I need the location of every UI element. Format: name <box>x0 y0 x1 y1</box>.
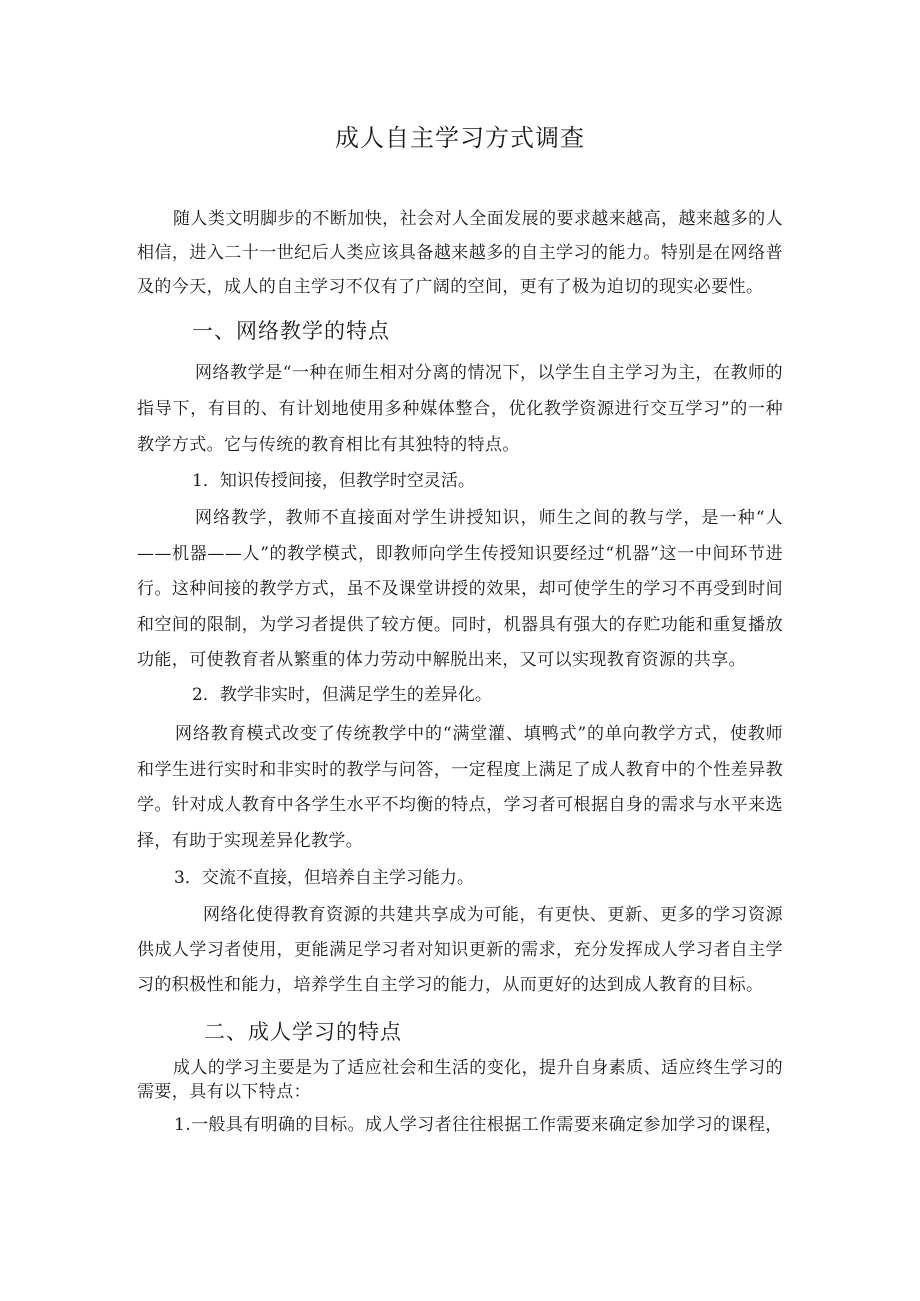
section1-heading: 一、网络教学的特点 <box>192 319 390 343</box>
section1-item2-body: 网络教育模式改变了传统教学中的“满堂灌、填鸭式”的单向教学方式，使教师和学生进行实时和非实时的教学与问答，一定程度上满足了成人教育中的个性差异教学。针对成人教育中各学生水平不均衡的特点，学习者可根据自身的需求与水平来选择，有助于实现差异化教学。 <box>137 724 783 851</box>
section1-item3-body: 网络化使得教育资源的共建共享成为可能，有更快、更新、更多的学习资源供成人学习者使用，更能满足学习者对知识更新的需求，充分发挥成人学习者自主学习的积极性和能力，培养学生自主学习的能力，从而更好的达到成人教育的目标。 <box>137 905 783 995</box>
section2-intro-paragraph: 成人的学习主要是为了适应社会和生活的变化，提升自身素质、适应终生学习的需要，具有以下特点： <box>137 1058 783 1102</box>
section1-item3-title: 3．交流不直接，但培养自主学习能力。 <box>174 868 474 888</box>
section1-item1-title: 1．知识传授间接，但教学时空灵活。 <box>192 471 475 491</box>
section2-item1: 1.一般具有明确的目标。成人学习者往往根据工作需要来确定参加学习的课程， <box>174 1115 783 1135</box>
section2-heading: 二、成人学习的特点 <box>204 1020 402 1044</box>
section1-intro-paragraph: 网络教学是“一种在师生相对分离的情况下，以学生自主学习为主，在教师的指导下，有目的、有计划地使用多种媒体整合，优化教学资源进行交互学习”的一种教学方式。它与传统的教育相比有其独特的特点。 <box>137 363 783 455</box>
section1-item2-title: 2．教学非实时，但满足学生的差异化。 <box>192 685 492 705</box>
section1-item1-body: 网络教学，教师不直接面对学生讲授知识，师生之间的教与学，是一种“人——机器——人”的教学模式，即教师向学生传授知识要经过“机器”这一中间环节进行。这种间接的教学方式，虽不及课堂讲授的效果，却可使学生的学习不再受到时间和空间的限制，为学习者提供了较方便。同时，机器具有强大的存贮功能和重复播放功能，可使教育者从繁重的体力劳动中解脱出来，又可以实现教育资源的共享。 <box>137 508 783 670</box>
document-title: 成人自主学习方式调查 <box>335 124 585 152</box>
intro-paragraph: 随人类文明脚步的不断加快，社会对人全面发展的要求越来越高，越来越多的人相信，进入二十一世纪后人类应该具备越来越多的自主学习的能力。特别是在网络普及的今天，成人的自主学习不仅有了广阔的空间，更有了极为迫切的现实必要性。 <box>137 209 783 297</box>
